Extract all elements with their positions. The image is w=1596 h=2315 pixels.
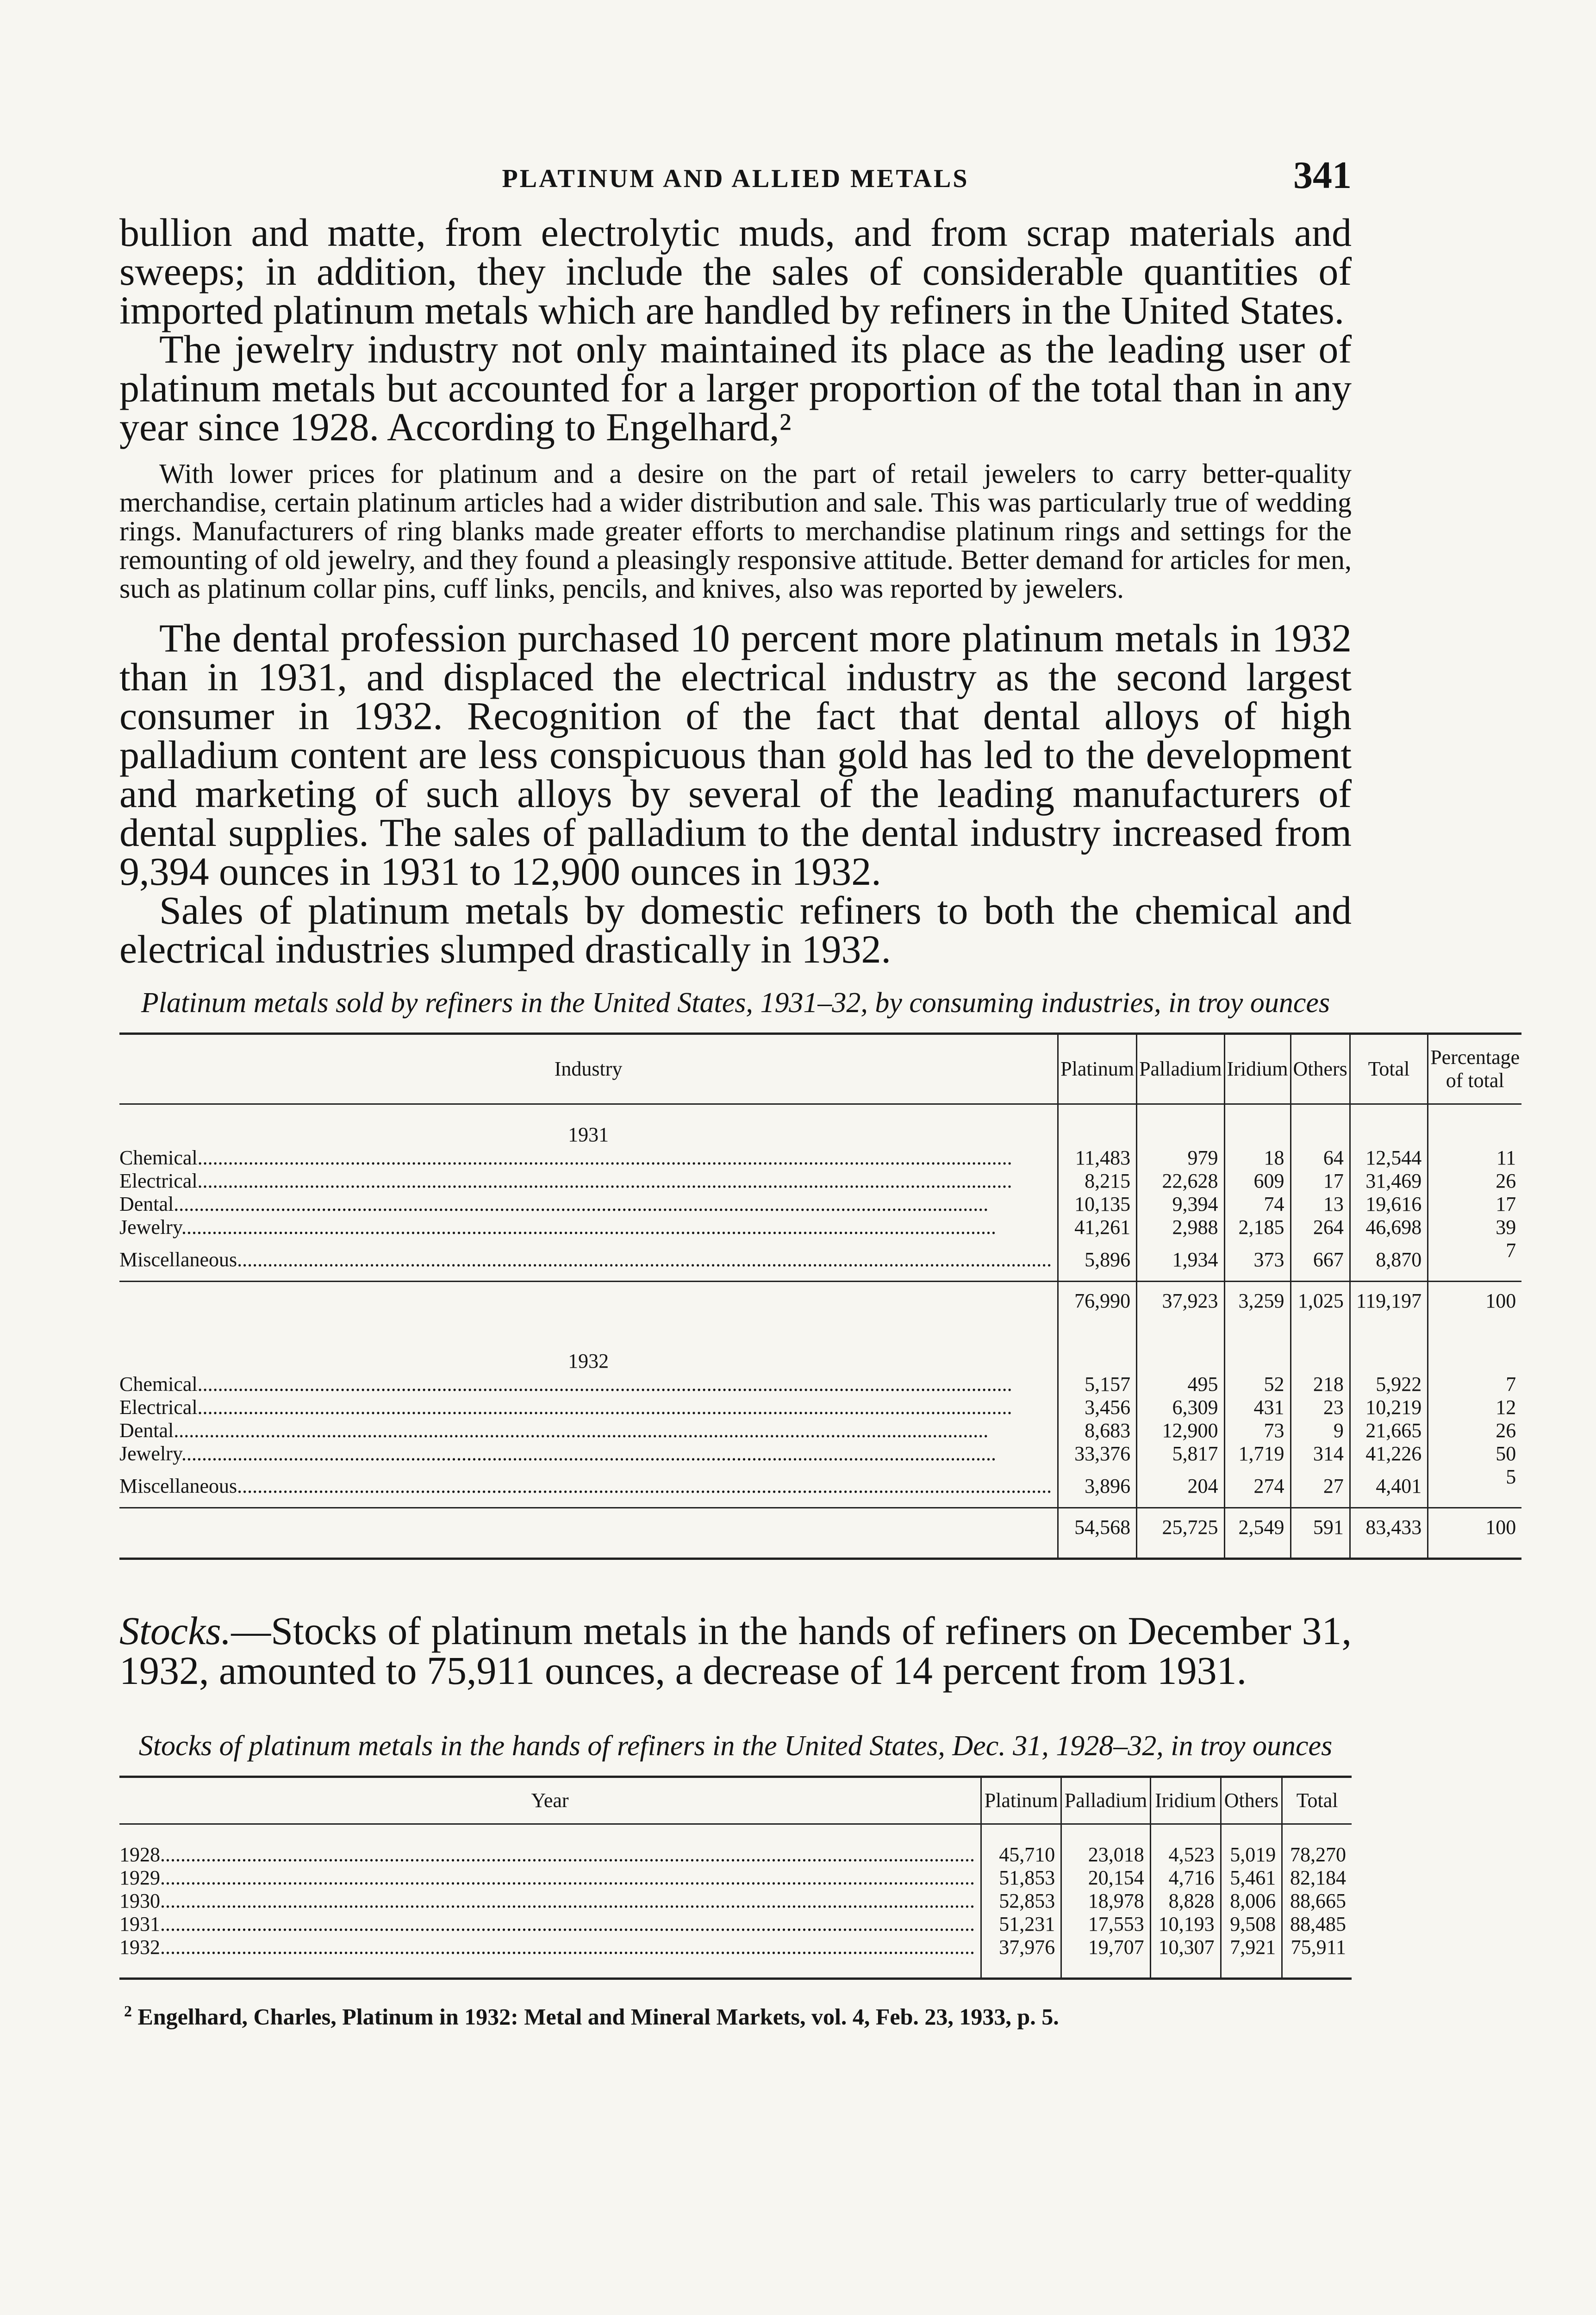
table-row [119, 1913, 1352, 1936]
table-row [119, 1216, 1521, 1239]
value-cell: 12 [1428, 1396, 1522, 1419]
dot-leader: ................................................................................................................................................................ [160, 1936, 975, 1958]
value-cell: 19,707 [1061, 1936, 1150, 1959]
value-cell: 88,485 [1282, 1913, 1352, 1936]
total-row [119, 1508, 1521, 1559]
total-cell: 100 [1428, 1508, 1522, 1559]
value-cell: 26 [1428, 1419, 1522, 1442]
industry-name: Electrical [119, 1170, 198, 1192]
total-cell: 54,568 [1058, 1508, 1137, 1559]
year-row [119, 1331, 1521, 1373]
value-cell: 2,185 [1224, 1216, 1291, 1239]
value-cell: 609 [1224, 1170, 1291, 1193]
value-cell: 33,376 [1058, 1442, 1137, 1465]
year-label: 1932 [119, 1936, 160, 1958]
table-row [119, 1890, 1352, 1913]
table-row [119, 1936, 1352, 1959]
value-cell: 74 [1224, 1193, 1291, 1216]
value-cell: 264 [1291, 1216, 1350, 1239]
value-cell: 218 [1291, 1373, 1350, 1396]
value-cell: 1,719 [1224, 1442, 1291, 1465]
industry-name: Miscellaneous [119, 1248, 237, 1271]
paragraph-1: bullion and matte, from electrolytic muds, and from scrap materials and sweeps; in addition, they include the sales of considerable quantities of imported platinum metals which are handled by refiners in the United States. [119, 210, 1352, 332]
value-cell: 9,508 [1221, 1913, 1282, 1936]
year-label: 1929 [119, 1866, 160, 1889]
stocks-text: —Stocks of platinum metals in the hands of refiners on December 31, 1932, amounted to 75,911 ounces, a decrease of 14 percent from 1931. [119, 1608, 1352, 1693]
value-cell: 7 [1428, 1239, 1522, 1282]
col-header-palladium: Palladium [1137, 1034, 1224, 1104]
value-cell: 45,710 [981, 1843, 1061, 1866]
total-cell: 37,923 [1137, 1282, 1224, 1332]
value-cell: 10,193 [1150, 1913, 1221, 1936]
empty-cell [1291, 1104, 1350, 1147]
year-cell [119, 1936, 981, 1959]
value-cell: 495 [1137, 1373, 1224, 1396]
dot-leader: ................................................................................................................................................................ [160, 1913, 975, 1935]
dot-leader: ................................................................................................................................................................ [160, 1866, 975, 1889]
value-cell: 5,817 [1137, 1442, 1224, 1465]
value-cell: 10,307 [1150, 1936, 1221, 1959]
value-cell: 82,184 [1282, 1866, 1352, 1890]
col-header-palladium: Palladium [1061, 1777, 1150, 1824]
total-cell: 25,725 [1137, 1508, 1224, 1559]
empty-cell [1291, 1331, 1350, 1373]
paragraph-2: The jewelry industry not only maintained its place as the leading user of platinum metals but accounted for a larger proportion of the total than in any year since 1928. According to Engelhard,² [119, 327, 1352, 449]
industry-cell [119, 1170, 1058, 1193]
empty-cell [1350, 1104, 1428, 1147]
total-cell: 591 [1291, 1508, 1350, 1559]
empty-cell [1058, 1331, 1137, 1373]
value-cell: 8,870 [1350, 1239, 1428, 1282]
value-cell: 75,911 [1282, 1936, 1352, 1959]
value-cell: 431 [1224, 1396, 1291, 1419]
value-cell: 22,628 [1137, 1170, 1224, 1193]
table-header-row [119, 1034, 1521, 1104]
value-cell: 64 [1291, 1146, 1350, 1170]
dot-leader: ................................................................................................................................................................ [237, 1475, 1052, 1497]
industry-name: Chemical [119, 1146, 198, 1169]
value-cell: 37,976 [981, 1936, 1061, 1959]
value-cell: 20,154 [1061, 1866, 1150, 1890]
table-row [119, 1170, 1521, 1193]
empty-cell [119, 1959, 981, 1979]
value-cell: 11 [1428, 1146, 1522, 1170]
industry-cell [119, 1216, 1058, 1239]
table-row [119, 1239, 1521, 1282]
industry-cell [119, 1146, 1058, 1170]
value-cell: 27 [1291, 1465, 1350, 1508]
table-1-caption: Platinum metals sold by refiners in the United States, 1931–32, by consuming industries, in troy ounces [141, 987, 1330, 1019]
empty-cell [1137, 1331, 1224, 1373]
value-cell: 52 [1224, 1373, 1291, 1396]
col-header-iridium: Iridium [1150, 1777, 1221, 1824]
empty-cell [1150, 1959, 1221, 1979]
value-cell: 6,309 [1137, 1396, 1224, 1419]
dot-leader: ................................................................................................................................................................ [197, 1373, 1012, 1395]
empty-cell [1428, 1104, 1522, 1147]
industry-name: Miscellaneous [119, 1475, 237, 1497]
value-cell: 7,921 [1221, 1936, 1282, 1959]
value-cell: 5,896 [1058, 1239, 1137, 1282]
value-cell: 78,270 [1282, 1843, 1352, 1866]
year-label: 1928 [119, 1843, 160, 1866]
empty-cell [1150, 1824, 1221, 1844]
footnote-mark: 2 [124, 2003, 132, 2020]
total-cell: 100 [1428, 1282, 1522, 1332]
value-cell: 9 [1291, 1419, 1350, 1442]
dot-leader: ................................................................................................................................................................ [160, 1843, 975, 1866]
year-label: 1930 [119, 1890, 160, 1912]
paragraph-4: Sales of platinum metals by domestic refiners to both the chemical and electrical industries slumped drastically in 1932. [119, 888, 1352, 971]
value-cell: 5,461 [1221, 1866, 1282, 1890]
table-platinum-stocks [119, 1776, 1352, 1980]
value-cell: 41,226 [1350, 1442, 1428, 1465]
table-row [119, 1866, 1352, 1890]
industry-cell [119, 1396, 1058, 1419]
total-cell: 76,990 [1058, 1282, 1137, 1332]
table-1-body [119, 1104, 1521, 1559]
dot-leader: ................................................................................................................................................................ [197, 1146, 1012, 1169]
value-cell: 5,157 [1058, 1373, 1137, 1396]
col-header-platinum: Platinum [981, 1777, 1061, 1824]
dot-leader: ................................................................................................................................................................ [237, 1248, 1052, 1271]
industry-name: Dental [119, 1193, 174, 1215]
table-row [119, 1146, 1521, 1170]
empty-cell [1061, 1824, 1150, 1844]
empty-cell [1350, 1331, 1428, 1373]
value-cell: 2,988 [1137, 1216, 1224, 1239]
year-cell [119, 1843, 981, 1866]
table-row [119, 1193, 1521, 1216]
value-cell: 4,523 [1150, 1843, 1221, 1866]
value-cell: 88,665 [1282, 1890, 1352, 1913]
value-cell: 51,231 [981, 1913, 1061, 1936]
value-cell: 8,006 [1221, 1890, 1282, 1913]
value-cell: 8,215 [1058, 1170, 1137, 1193]
value-cell: 314 [1291, 1442, 1350, 1465]
table-row [119, 1843, 1352, 1866]
value-cell: 17 [1291, 1170, 1350, 1193]
value-cell: 5 [1428, 1465, 1522, 1508]
dot-leader: ................................................................................................................................................................ [197, 1170, 1012, 1192]
value-cell: 4,716 [1150, 1866, 1221, 1890]
col-header-others: Others [1291, 1034, 1350, 1104]
empty-cell [1282, 1824, 1352, 1844]
year-label: 1932 [568, 1350, 609, 1372]
year-cell [119, 1913, 981, 1936]
value-cell: 26 [1428, 1170, 1522, 1193]
value-cell: 3,456 [1058, 1396, 1137, 1419]
year-label: 1931 [568, 1123, 609, 1146]
empty-cell [981, 1824, 1061, 1844]
year-cell [119, 1890, 981, 1913]
value-cell: 11,483 [1058, 1146, 1137, 1170]
empty-cell [119, 1508, 1058, 1559]
value-cell: 3,896 [1058, 1465, 1137, 1508]
value-cell: 51,853 [981, 1866, 1061, 1890]
table-header-row [119, 1777, 1352, 1824]
total-row [119, 1282, 1521, 1332]
block-quote: With lower prices for platinum and a desire on the part of retail jewelers to carry better-quality merchandise, certain platinum articles had a wider distribution and sale. This was particularly true of wedding rings. Manufacturers of ring blanks made greater efforts to merchandise platinum rings and settings for the remounting of old jewelry, and they found a pleasingly responsive attitude. Better demand for articles for men, such as platinum collar pins, cuff links, pencils, and knives, also was reported by jewelers. [119, 458, 1352, 604]
col-header-platinum: Platinum [1058, 1034, 1137, 1104]
year-row [119, 1104, 1521, 1147]
value-cell: 4,401 [1350, 1465, 1428, 1508]
value-cell: 23 [1291, 1396, 1350, 1419]
spacer-row [119, 1824, 1352, 1844]
page [119, 153, 1520, 2030]
industry-name: Electrical [119, 1396, 198, 1419]
value-cell: 274 [1224, 1465, 1291, 1508]
value-cell: 5,019 [1221, 1843, 1282, 1866]
value-cell: 17 [1428, 1193, 1522, 1216]
value-cell: 979 [1137, 1146, 1224, 1170]
table-2-caption: Stocks of platinum metals in the hands of refiners in the United States, Dec. 31, 1928–32, in troy ounces [138, 1730, 1333, 1762]
empty-cell [1224, 1104, 1291, 1147]
page-header [119, 153, 1352, 213]
empty-cell [981, 1959, 1061, 1979]
table-platinum-sales [119, 1032, 1521, 1560]
table-row [119, 1465, 1521, 1508]
col-header-total: Total [1282, 1777, 1352, 1824]
value-cell: 10,219 [1350, 1396, 1428, 1419]
value-cell: 52,853 [981, 1890, 1061, 1913]
value-cell: 7 [1428, 1373, 1522, 1396]
industry-cell [119, 1465, 1058, 1508]
total-cell: 1,025 [1291, 1282, 1350, 1332]
col-header-iridium: Iridium [1224, 1034, 1291, 1104]
paragraph-3: The dental profession purchased 10 percent more platinum metals in 1932 than in 1931, and displaced the electrical industry as the second largest consumer in 1932. Recognition of the fact that dental alloys of high palladium content are less conspicuous than gold has led to the development and marketing of such alloys by several of the leading manufacturers of dental supplies. The sales of palladium to the dental industry increased from 9,394 ounces in 1931 to 12,900 ounces in 1932. [119, 616, 1352, 894]
industry-name: Jewelry [119, 1442, 181, 1465]
total-cell: 3,259 [1224, 1282, 1291, 1332]
total-cell: 83,433 [1350, 1508, 1428, 1559]
value-cell: 73 [1224, 1419, 1291, 1442]
value-cell: 8,828 [1150, 1890, 1221, 1913]
industry-name: Chemical [119, 1373, 198, 1395]
industry-name: Dental [119, 1419, 174, 1442]
industry-cell [119, 1442, 1058, 1465]
col-header-others: Others [1221, 1777, 1282, 1824]
empty-cell [1282, 1959, 1352, 1979]
empty-cell [119, 1282, 1058, 1332]
empty-cell [1061, 1959, 1150, 1979]
value-cell: 1,934 [1137, 1239, 1224, 1282]
table-row [119, 1396, 1521, 1419]
value-cell: 12,544 [1350, 1146, 1428, 1170]
empty-cell [1221, 1959, 1282, 1979]
spacer-row [119, 1959, 1352, 1979]
running-head: PLATINUM AND ALLIED METALS [502, 164, 969, 193]
dot-leader: ................................................................................................................................................................ [197, 1396, 1012, 1419]
value-cell: 13 [1291, 1193, 1350, 1216]
industry-cell [119, 1239, 1058, 1282]
value-cell: 41,261 [1058, 1216, 1137, 1239]
industry-cell [119, 1193, 1058, 1216]
industry-cell [119, 1419, 1058, 1442]
value-cell: 9,394 [1137, 1193, 1224, 1216]
year-cell [119, 1866, 981, 1890]
value-cell: 8,683 [1058, 1419, 1137, 1442]
table-2-body [119, 1824, 1352, 1979]
total-cell: 2,549 [1224, 1508, 1291, 1559]
dot-leader: ................................................................................................................................................................ [160, 1890, 975, 1912]
value-cell: 39 [1428, 1216, 1522, 1239]
value-cell: 17,553 [1061, 1913, 1150, 1936]
empty-cell [1137, 1104, 1224, 1147]
value-cell: 5,922 [1350, 1373, 1428, 1396]
table-row [119, 1442, 1521, 1465]
footnote-text: Engelhard, Charles, Platinum in 1932: Metal and Mineral Markets, vol. 4, Feb. 23, 1933, p. 5. [137, 2003, 1059, 2030]
value-cell: 50 [1428, 1442, 1522, 1465]
industry-name: Jewelry [119, 1216, 181, 1239]
empty-cell [1224, 1331, 1291, 1373]
col-header-industry: Industry [119, 1034, 1058, 1104]
dot-leader: ................................................................................................................................................................ [174, 1419, 989, 1442]
dot-leader: ................................................................................................................................................................ [181, 1442, 996, 1465]
empty-cell [1221, 1824, 1282, 1844]
total-cell: 119,197 [1350, 1282, 1428, 1332]
year-label: 1931 [119, 1913, 160, 1935]
stocks-lead-in: Stocks. [119, 1608, 231, 1653]
stocks-paragraph [119, 1608, 1352, 1693]
dot-leader: ................................................................................................................................................................ [181, 1216, 996, 1239]
value-cell: 31,469 [1350, 1170, 1428, 1193]
empty-cell [1058, 1104, 1137, 1147]
col-header-percentage: Percentage of total [1428, 1034, 1522, 1104]
value-cell: 19,616 [1350, 1193, 1428, 1216]
empty-cell [1428, 1331, 1522, 1373]
empty-cell [119, 1824, 981, 1844]
value-cell: 204 [1137, 1465, 1224, 1508]
page-number: 341 [1293, 154, 1352, 197]
value-cell: 18,978 [1061, 1890, 1150, 1913]
dot-leader: ................................................................................................................................................................ [174, 1193, 989, 1215]
value-cell: 23,018 [1061, 1843, 1150, 1866]
col-header-year: Year [119, 1777, 981, 1824]
footnote [119, 2003, 1352, 2030]
value-cell: 18 [1224, 1146, 1291, 1170]
value-cell: 46,698 [1350, 1216, 1428, 1239]
value-cell: 12,900 [1137, 1419, 1224, 1442]
value-cell: 667 [1291, 1239, 1350, 1282]
table-row [119, 1373, 1521, 1396]
value-cell: 373 [1224, 1239, 1291, 1282]
industry-cell [119, 1373, 1058, 1396]
value-cell: 21,665 [1350, 1419, 1428, 1442]
table-row [119, 1419, 1521, 1442]
value-cell: 10,135 [1058, 1193, 1137, 1216]
col-header-total: Total [1350, 1034, 1428, 1104]
